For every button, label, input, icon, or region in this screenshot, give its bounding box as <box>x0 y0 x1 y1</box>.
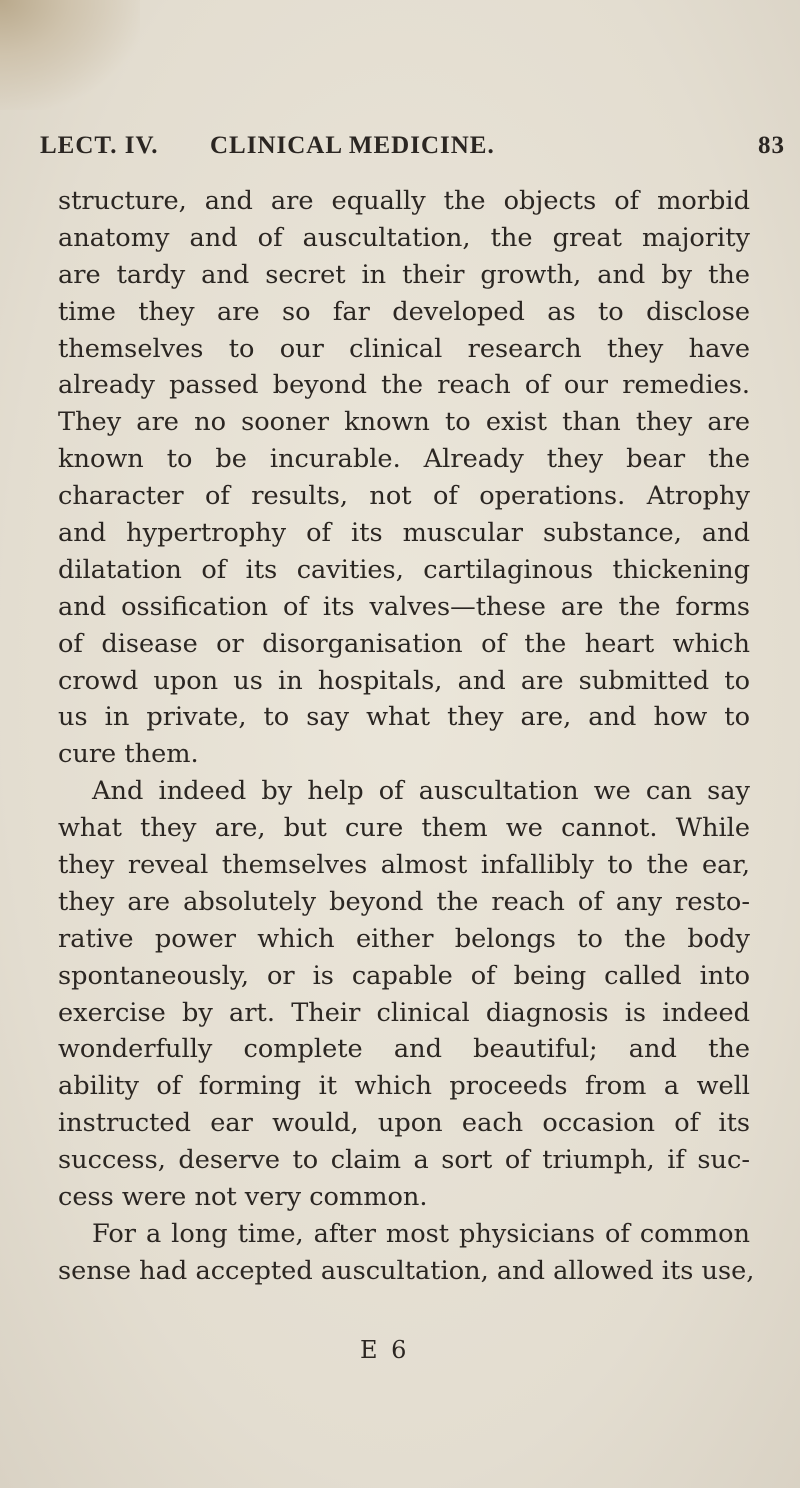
page-number: 83 <box>758 132 785 159</box>
text-line: are tardy and secret in their growth, and by the <box>58 259 750 290</box>
text-line: sense had accepted auscultation, and allowed its use, <box>58 1255 755 1286</box>
text-line: time they are so far developed as to disclose <box>58 296 750 327</box>
paragraph-start-line: And indeed by help of auscultation we can say <box>92 776 750 807</box>
text-line: structure, and are equally the objects of morbid <box>58 186 750 216</box>
paragraph-start-line: For a long time, after most physicians of common <box>92 1218 750 1249</box>
text-line: spontaneously, or is capable of being called into <box>58 960 750 991</box>
text-line: and hypertrophy of its muscular substance, and <box>58 518 750 549</box>
text-line: of disease or disorganisation of the heart which <box>58 628 750 659</box>
lecture-number: LECT. IV. <box>40 132 159 159</box>
text-line: character of results, not of operations. Atrophy <box>58 481 750 512</box>
text-line: they reveal themselves almost infallibly to the ear, <box>58 850 750 881</box>
text-line: they are absolutely beyond the reach of any resto- <box>58 886 750 917</box>
body-text <box>58 183 755 1290</box>
text-line: what they are, but cure them we cannot. While <box>58 813 750 844</box>
text-line: known to be incurable. Already they bear the <box>58 444 750 475</box>
text-line: anatomy and of auscultation, the great majority <box>58 222 750 253</box>
text-line: success, deserve to claim a sort of triumph, if suc- <box>58 1145 750 1176</box>
text-line: wonderfully complete and beautiful; and the <box>58 1034 750 1065</box>
paragraph-end-line: cess were not very common. <box>58 1182 428 1213</box>
text-line: ability of forming it which proceeds from a well <box>58 1071 750 1102</box>
running-title: CLINICAL MEDICINE. <box>210 132 495 159</box>
text-line: instructed ear would, upon each occasion of its <box>58 1108 750 1139</box>
text-line: exercise by art. Their clinical diagnosis is indeed <box>58 997 750 1028</box>
text-line: rative power which either belongs to the body <box>58 923 750 954</box>
running-header <box>40 132 785 172</box>
text-line: dilatation of its cavities, cartilaginous thickening <box>58 554 750 585</box>
text-line: crowd upon us in hospitals, and are submitted to <box>58 665 750 696</box>
text-line: us in private, to say what they are, and how to <box>58 702 750 733</box>
corner-stain <box>0 0 140 110</box>
text-line: already passed beyond the reach of our remedies. <box>58 370 750 401</box>
paragraph-end-line: cure them. <box>58 739 199 770</box>
text-line: themselves to our clinical research they have <box>58 333 750 364</box>
signature-mark: E 6 <box>360 1336 410 1364</box>
text-line: They are no sooner known to exist than they are <box>58 407 750 438</box>
text-line: and ossification of its valves—these are the forms <box>58 591 750 622</box>
